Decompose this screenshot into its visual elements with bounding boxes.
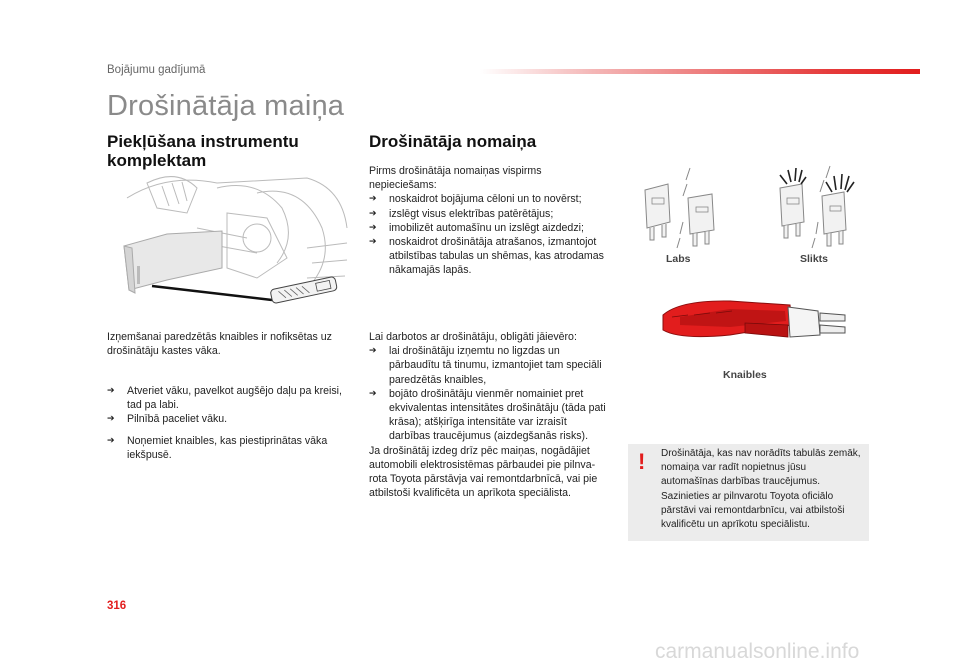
section-label: Bojājumu gadījumā	[107, 64, 206, 76]
left-heading: Piekļūšana instrumentu komplektam	[107, 132, 299, 170]
list-item: ➔ Pilnībā paceliet vāku.	[107, 413, 228, 426]
middle-block-2	[369, 330, 609, 500]
list-item: ➔ noskaidrot bojājuma cēloni un to novērst;	[369, 193, 582, 206]
page-title: Drošinātāja maiņa	[107, 90, 345, 122]
watermark-text: carmanualsonline.info	[655, 640, 860, 663]
header-rule	[480, 69, 920, 74]
good-fuse-icon	[645, 168, 714, 248]
left-bullets-1	[107, 384, 347, 427]
intro-text: Pirms drošinātāja nomaiņas vispirms nepieciešams:	[369, 165, 542, 192]
arrow-bullet-icon: ➔	[369, 208, 377, 219]
arrow-bullet-icon: ➔	[107, 386, 115, 396]
intro-text-2: Lai darbotos ar drošinātāju, obligāti jāievēro:	[369, 331, 577, 343]
arrow-bullet-icon: ➔	[369, 237, 377, 248]
left-paragraph: Izņemšanai paredzētās knaibles ir nofiksētas uz drošinātāju kastes vāka.	[107, 331, 332, 358]
fuse-comparison-illustration	[630, 160, 870, 250]
page-number: 316	[107, 600, 127, 612]
middle-block-1	[369, 164, 609, 278]
fuse-good-label: Labs	[666, 253, 691, 265]
arrow-bullet-icon: ➔	[107, 436, 115, 446]
bad-fuse-icon	[780, 166, 854, 248]
arrow-bullet-icon: ➔	[369, 194, 377, 205]
exclamation-icon: !	[638, 449, 646, 474]
list-item: ➔ lai drošinātāju izņemtu no ligzdas un pārbaudītu tā tinumu, izmantojiet tam speciāli paredzētās knaibles,	[369, 345, 602, 386]
left-bullets-2	[107, 434, 347, 462]
fuse-pliers-illustration	[660, 295, 860, 355]
fuse-bad-label: Slikts	[800, 253, 829, 265]
arrow-bullet-icon: ➔	[369, 346, 377, 357]
list-item: ➔ Atveriet vāku, pavelkot augšējo daļu pa kreisi, tad pa labi.	[107, 385, 342, 412]
list-item: ➔ noskaidrot drošinātāja atrašanos, izmantojot atbilstības tabulas un shēmas, kas atrodamas nākamajās lapās.	[369, 236, 604, 277]
closing-text: Ja drošinātāj izdeg drīz pēc maiņas, nogādājiet automobili elektrosistēmas pārbaudei pie pilnva-rota Toyota pārstāvja vai remontdarbnīcā, vai pie atbilstoši kvalificēta un aprīkota speciālista.	[369, 444, 598, 500]
dashboard-illustration	[107, 168, 352, 318]
warning-text: Drošinātāja, kas nav norādīts tabulās zemāk, nomaiņa var radīt nopietnus jūsu automašīnas darbības traucējumus. Sazinieties ar pilnvarotu Toyota oficiālo pārstāvi vai remontdarbnīcu, vai atbilstoši kvalificētu un aprīkotu speciālistu.	[661, 448, 861, 531]
list-item: ➔ izslēgt visus elektrības patērētājus;	[369, 207, 554, 220]
list-item: ➔ imobilizēt automašīnu un izslēgt aizdedzi;	[369, 221, 584, 234]
arrow-bullet-icon: ➔	[107, 414, 115, 425]
list-item: ➔ bojāto drošinātāju vienmēr nomainiet pret ekvivalentas intensitātes drošinātāju (tāda pati krāsa); atšķirīga intensitāte var izraisīt darbības traucējumus (aizdegšanās risks).	[369, 387, 606, 443]
list-item: ➔ Noņemiet knaibles, kas piestiprinātas vāka iekšpusē.	[107, 435, 328, 462]
right-heading: Drošinātāja nomaiņa	[369, 132, 537, 151]
arrow-bullet-icon: ➔	[369, 222, 377, 233]
arrow-bullet-icon: ➔	[369, 388, 377, 399]
pliers-label: Knaibles	[723, 369, 767, 381]
